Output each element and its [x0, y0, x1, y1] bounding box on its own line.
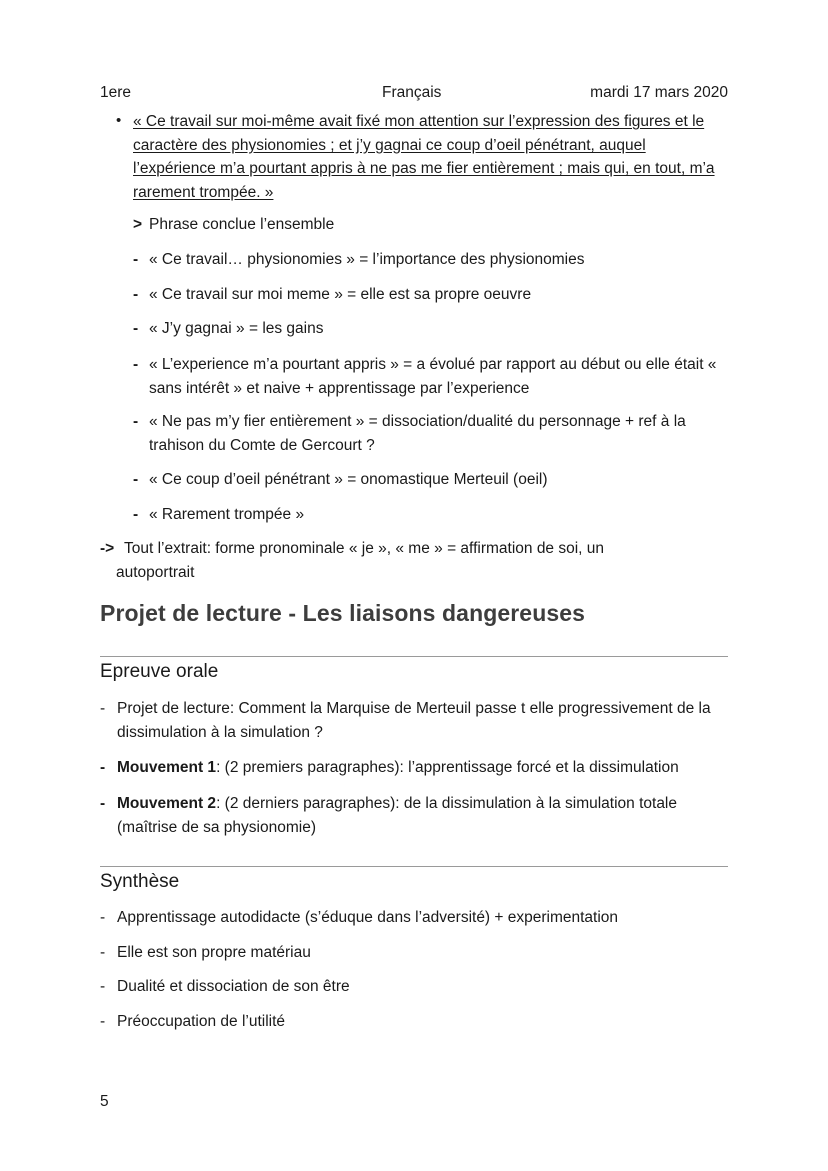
list-item	[133, 468, 728, 492]
subsection-heading-oral: Epreuve orale	[100, 661, 219, 682]
analysis-intro	[133, 213, 728, 237]
list-item-text: « Ce coup d’oeil pénétrant » = onomastique Merteuil (oeil)	[149, 471, 548, 488]
underlined-quote: « Ce travail sur moi-même avait fixé mon attention sur l’expression des figures et le caractère des physionomies ; et j’y gagnai ce coup d’oeil pénétrant, auquel l’expérience m’a pourtant appris à ne pas me fier entièrement ; mais qui, en tout, m’a rarement trompée. »	[133, 113, 715, 201]
dash-marker-icon: -	[100, 978, 106, 995]
list-item	[133, 503, 728, 527]
header-subject: Français	[382, 84, 442, 101]
list-item	[100, 1010, 728, 1034]
list-item	[100, 697, 728, 744]
movement-label: Mouvement 2	[117, 795, 217, 812]
divider	[100, 866, 728, 867]
list-item	[133, 410, 728, 457]
list-item-text: « J’y gagnai » = les gains	[149, 320, 324, 337]
dash-marker-icon: -	[133, 286, 139, 303]
list-item-text	[117, 756, 728, 780]
list-item-text: « Ce travail… physionomies » = l’importance des physionomies	[149, 251, 585, 268]
dash-marker-icon: -	[133, 320, 139, 337]
bullet-icon: •	[116, 112, 122, 129]
list-item	[100, 792, 728, 839]
quote-bullet-item	[100, 110, 728, 204]
dash-marker-icon: -	[100, 759, 106, 776]
list-item	[133, 317, 728, 341]
list-item-text: Projet de lecture: Comment la Marquise de Merteuil passe t elle progressivement de la dissimulation à la simulation ?	[117, 700, 711, 741]
list-item	[100, 756, 728, 780]
dash-marker-icon: -	[100, 795, 106, 812]
arrow-right-icon: ->	[100, 540, 115, 557]
list-item	[100, 941, 728, 965]
list-item	[100, 906, 728, 930]
movement-description: : (2 derniers paragraphes): de la dissimulation à la simulation totale (maîtrise de sa physionomie)	[117, 795, 677, 836]
dash-marker-icon: -	[133, 251, 139, 268]
list-item-text: « Rarement trompée »	[149, 506, 305, 523]
page-number: 5	[100, 1093, 109, 1110]
dash-marker-icon: -	[133, 506, 139, 523]
section-title: Projet de lecture - Les liaisons dangereuses	[100, 600, 586, 626]
header-date: mardi 17 mars 2020	[590, 84, 728, 101]
list-item-text: Dualité et dissociation de son être	[117, 978, 350, 995]
subsection-heading-synthese: Synthèse	[100, 871, 180, 892]
dash-marker-icon: -	[100, 944, 106, 961]
header-class-level: 1ere	[100, 84, 132, 101]
conclusion-line-1: Tout l’extrait: forme pronominale « je », « me » = affirmation de soi, un	[124, 540, 605, 557]
list-item	[100, 975, 728, 999]
page-header	[100, 84, 728, 104]
list-item	[133, 353, 728, 400]
dash-marker-icon: -	[100, 909, 106, 926]
dash-marker-icon: -	[133, 356, 139, 373]
dash-marker-icon: -	[100, 1013, 106, 1030]
list-item-text: Apprentissage autodidacte (s’éduque dans l’adversité) + experimentation	[117, 909, 619, 926]
conclusion-line-2: autoportrait	[116, 563, 195, 581]
movement-description: : (2 premiers paragraphes): l’apprentissage forcé et la dissimulation	[216, 759, 679, 776]
list-item-text: Elle est son propre matériau	[117, 944, 311, 961]
analysis-intro-text: Phrase conclue l’ensemble	[149, 216, 335, 233]
list-item-text: Préoccupation de l’utilité	[117, 1013, 286, 1030]
movement-label: Mouvement 1	[117, 759, 217, 776]
list-item	[133, 283, 728, 307]
list-item-text: « Ne pas m’y fier entièrement » = dissociation/dualité du personnage + ref à la trahison du Comte de Gercourt ?	[149, 413, 686, 454]
analysis-conclusion	[100, 537, 728, 584]
dash-marker-icon: -	[100, 700, 106, 717]
list-item-text: « Ce travail sur moi meme » = elle est sa propre oeuvre	[149, 286, 532, 303]
list-item-text	[117, 792, 728, 839]
divider	[100, 656, 728, 657]
dash-marker-icon: -	[133, 471, 139, 488]
list-item	[133, 248, 728, 272]
dash-marker-icon: -	[133, 413, 139, 430]
list-item-text: « L’experience m’a pourtant appris » = a évolué par rapport au début ou elle était « sans intérêt » et naive + apprentissage par l’experience	[149, 356, 717, 397]
arrow-marker-icon: >	[133, 216, 143, 233]
